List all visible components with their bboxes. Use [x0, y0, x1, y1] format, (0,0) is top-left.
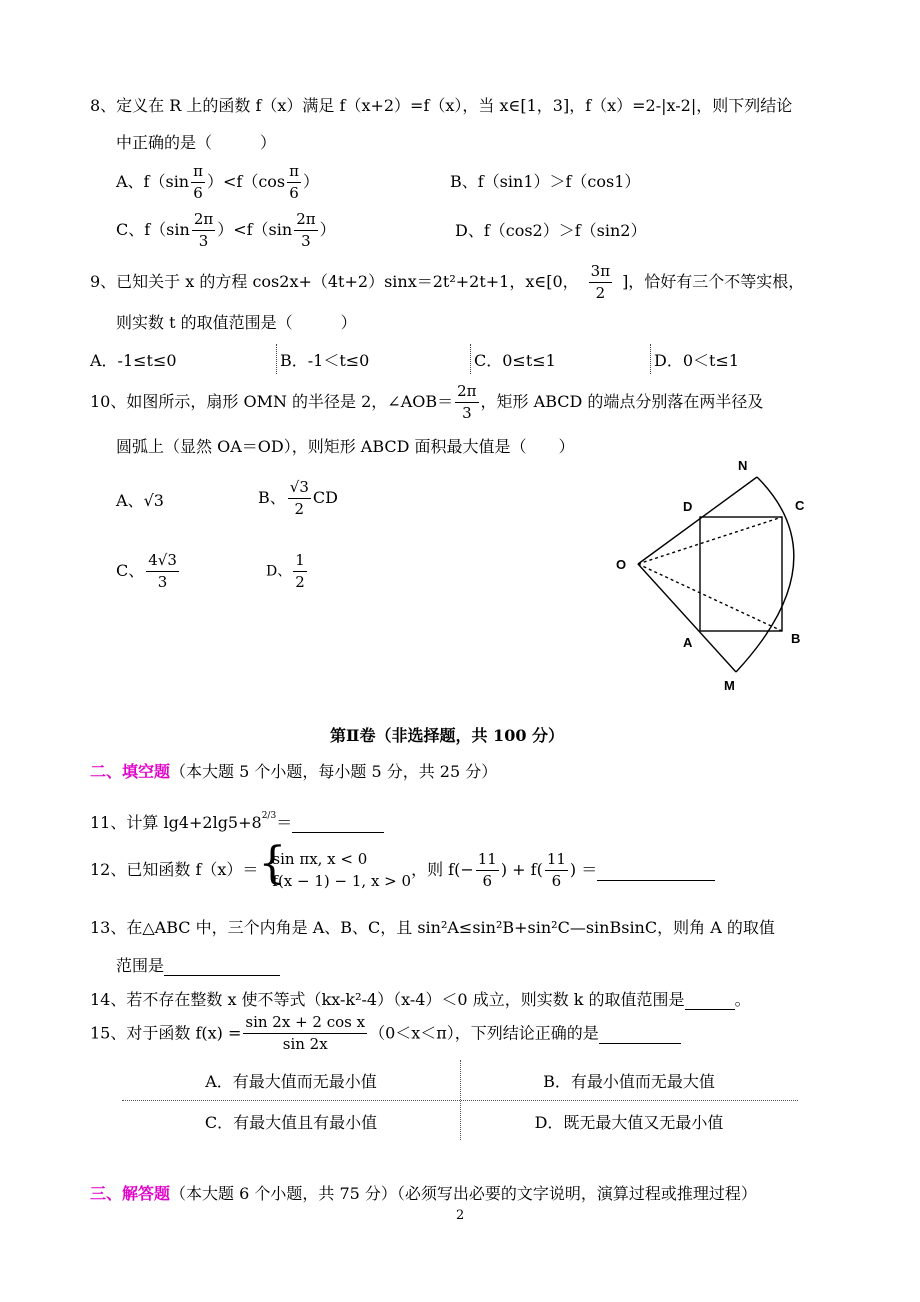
fraction-11-over-6: $\frac{11}{6}$ — [477, 849, 497, 890]
section2-heading: 二、填空题（本大题 5 个小题，每小题 5 分，共 25 分） — [90, 762, 498, 781]
answer-blank — [597, 860, 715, 881]
q8-option-a: A、f（sin $\frac{\pi}{6}$ ）<f（cos $\frac{\pi}{6}$ ） — [116, 162, 319, 202]
divider — [470, 344, 471, 374]
label-b: B — [791, 631, 801, 646]
piecewise-definition: { sin πx, x < 0 f(x − 1) − 1, x > 0 — [258, 838, 412, 890]
q9-option-c: C．0≤t≤1 — [474, 351, 556, 370]
answer-blank — [685, 989, 735, 1010]
sector-rectangle-figure — [600, 450, 830, 700]
fraction-2pi-over-3: $\frac{2\pi}{3}$ — [296, 210, 316, 250]
q15-options-grid — [122, 1060, 798, 1140]
q9-option-a: A．-1≤t≤0 — [90, 351, 177, 370]
fraction-11-over-6: $\frac{11}{6}$ — [546, 849, 566, 890]
q10-line2: 圆弧上（显然 OA＝OD），则矩形 ABCD 面积最大值是（ ） — [116, 437, 575, 456]
q9-line1: 9、已知关于 x 的方程 cos2x+（4t+2）sinx＝2t²+2t+1，x∈[0， $\frac{3\pi}{2}$ ]，恰好有三个不等实根， — [90, 262, 805, 302]
divider — [276, 344, 277, 374]
q11: 11、计算 $\lg 4+2\lg 5+8^{2/3}=$ — [90, 812, 384, 833]
q14: 14、若不存在整数 x 使不等式（kx-k²-4）（x-4）＜0 成立，则实数 k 的取值范围是 。 — [90, 990, 751, 1009]
label-a: A — [683, 635, 693, 650]
rectangle-abcd — [700, 517, 782, 631]
fraction-pi-over-6: $\frac{\pi}{6}$ — [193, 162, 203, 202]
fraction-2pi-over-3: $\frac{2\pi}{3}$ — [193, 210, 214, 250]
fraction-sqrt3-over-2: $\frac{√3}{2}$ — [289, 478, 309, 518]
q10-option-b: B、 $\frac{√3}{2}$ CD — [258, 478, 338, 518]
q12: 12、已知函数 f（x）＝ { sin πx, x < 0 f(x − 1) − 1, x > 0 ，则 f(− $\frac{11}{6}$ ) + f( $\frac{11}{6}$ ) ＝ — [90, 848, 715, 892]
answer-blank — [164, 955, 280, 976]
page-number: 2 — [456, 1208, 465, 1223]
fraction-1-over-2: $\frac{1}{2}$ — [295, 551, 305, 591]
q10-option-a: A、√3 — [116, 491, 164, 510]
part2-title: 第Ⅱ卷（非选择题，共 100 分） — [330, 726, 565, 745]
q10-line1: 10、如图所示，扇形 OMN 的半径是 2，∠AOB＝ $\frac{2\pi}{3}$ ，矩形 ABCD 的端点分别落在两半径及 — [90, 382, 764, 422]
label-m: M — [724, 678, 735, 693]
q15-option-b: B．有最小值而无最大值 — [543, 1072, 715, 1091]
q13-line1: 13、在△ABC 中，三个内角是 A、B、C，且 sin²A≤sin²B+sin²C—sinBsinC，则角 A 的取值 — [90, 918, 775, 937]
q8-line1: 8、定义在 R 上的函数 f（x）满足 f（x+2）=f（x），当 x∈[1，3]，f（x）=2-|x-2|，则下列结论 — [90, 96, 793, 115]
fraction-4sqrt3-over-3: $\frac{4√3}{3}$ — [148, 551, 177, 591]
radius-on — [638, 477, 757, 564]
answer-blank — [599, 1023, 681, 1044]
q8-line2: 中正确的是（ ） — [116, 133, 277, 152]
label-n: N — [738, 458, 748, 473]
fraction-function-expression: $\frac{\text{sin 2x + 2 cos x}}{\sin 2x}$ — [245, 1013, 366, 1053]
q9-option-d: D．0＜t≤1 — [654, 351, 740, 370]
q8-option-c: C、f（sin $\frac{2\pi}{3}$ ）<f（sin $\frac{2\pi}{3}$ ） — [116, 210, 336, 250]
arc-mn — [736, 477, 794, 672]
q9-line2: 则实数 t 的取值范围是（ ） — [116, 313, 357, 332]
q10-option-d: D、 $\frac{1}{2}$ — [266, 551, 305, 591]
label-c: C — [795, 498, 805, 513]
answer-blank — [292, 812, 384, 833]
label-o: O — [616, 557, 627, 572]
q9-option-b: B．-1＜t≤0 — [280, 351, 370, 370]
q13-line2: 范围是 — [116, 955, 280, 976]
fraction-pi-over-6: $\frac{\pi}{6}$ — [289, 162, 299, 202]
fraction-2pi-over-3: $\frac{2\pi}{3}$ — [457, 382, 477, 422]
dashed-ob — [638, 564, 782, 631]
fraction-3pi-over-2: $\frac{3\pi}{2}$ — [590, 262, 611, 302]
dashed-oc — [638, 517, 782, 564]
q15-option-c: C．有最大值且有最小值 — [204, 1113, 378, 1132]
q10-option-c: C、 $\frac{4√3}{3}$ — [116, 551, 177, 591]
divider — [650, 344, 651, 374]
section3-heading: 三、解答题（本大题 6 个小题，共 75 分）（必须写出必要的文字说明，演算过程或推理过程） — [90, 1184, 757, 1203]
q15-option-a: A．有最大值而无最小值 — [205, 1072, 377, 1091]
label-d: D — [683, 499, 693, 514]
q8-option-d: D、f（cos2）＞f（sin2） — [455, 221, 647, 240]
q15-option-d: D．既无最大值又无最小值 — [534, 1113, 724, 1132]
radius-om — [638, 564, 736, 672]
q8-option-b: B、f（sin1）＞f（cos1） — [450, 172, 641, 191]
q15: 15、对于函数 f(x) = $\frac{\text{sin 2x + 2 cos x}}{\sin 2x}$ （0＜x＜π），下列结论正确的是 — [90, 1013, 681, 1054]
